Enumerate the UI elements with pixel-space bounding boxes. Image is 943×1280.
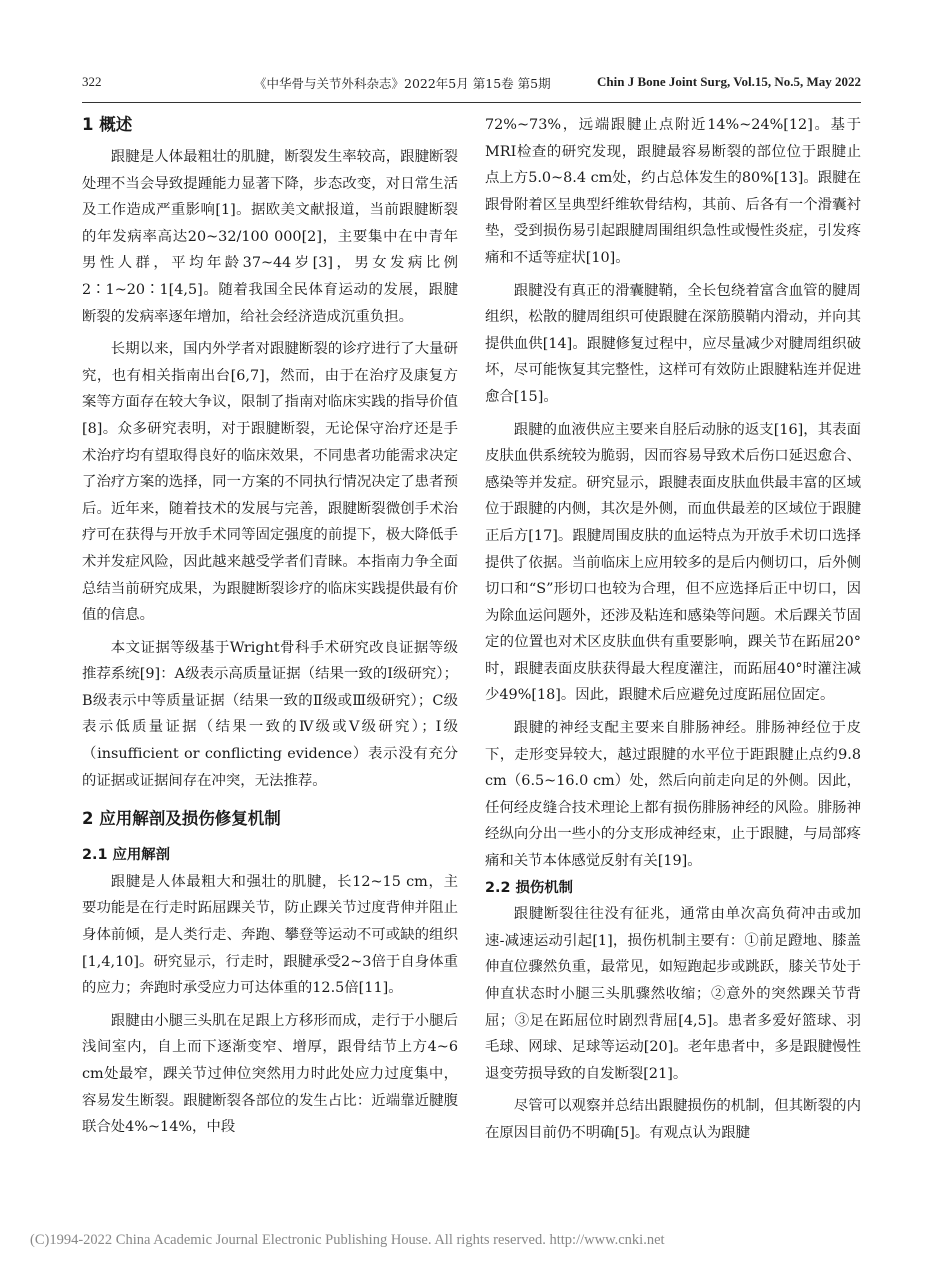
paragraph-anatomy-2: 跟腱由小腿三头肌在足跟上方移形而成，走行于小腿后浅间室内，自上而下逐渐变窄、增厚，跟骨结节上方4~6 cm处最窄，踝关节过伸位突然用力时此处应力过度集中，容易发生断裂。跟腱断裂各部位的发生占比：近端靠近腱腹联合处4%~14%，中段 (82, 1012, 458, 1136)
paragraph-blood-supply: 跟腱的血液供应主要来自胫后动脉的返支[16]，其表面皮肤血供系统较为脆弱，因而容易导致术后伤口延迟愈合、感染等并发症。研究显示，跟腱表面皮肤血供最丰富的区域位于跟腱的内侧，其次是外侧，而血供最差的区域位于跟腱正后方[17]。跟腱周围皮肤的血运特点为开放手术切口选择提供了依据。当前临床上应用较多的是后内侧切口，后外侧切口和“S”形切口也较为合理，但不应选择后正中切口，因为除血运问题外，还涉及粘连和感染等问题。术后踝关节固定的位置也对术区皮肤血供有重要影响，踝关节在跖屈20°时，跟腱表面皮肤获得最大程度灌注，而跖屈40°时灌注减少49%[18]。因此，跟腱术后应避免过度跖屈位固定。 (485, 421, 861, 704)
section-2-1-heading: 2.1 应用解剖 (82, 847, 171, 864)
section-2-heading: 2 应用解剖及损伤修复机制 (82, 809, 281, 829)
header-divider (82, 102, 861, 103)
left-column (82, 112, 458, 1141)
paragraph-evidence-levels: 本文证据等级基于Wright骨科手术研究改良证据等级推荐系统[9]：A级表示高质量证据（结果一致的Ⅰ级研究）；B级表示中等质量证据（结果一致的Ⅱ级或Ⅲ级研究）；C级表示低质量证据（结果一致的Ⅳ级或Ⅴ级研究）；I级（insufficient or conflicting evidence）表示没有充分的证据或证据间存在冲突，无法推荐。 (82, 639, 458, 789)
copyright-footer: (C)1994-2022 China Academic Journal Electronic Publishing House. All rights reserved. http://www.cnki.net (30, 1232, 665, 1248)
paragraph-mechanism-2: 尽管可以观察并总结出跟腱损伤的机制，但其断裂的内在原因目前仍不明确[5]。有观点认为跟腱 (485, 1098, 861, 1141)
paragraph-anatomy-2-continued: 72%~73%，远端跟腱止点附近14%~24%[12]。基于MRI检查的研究发现，跟腱最容易断裂的部位位于跟腱止点上方5.0~8.4 cm处，约占总体发生的80%[13]。跟腱在跟骨附着区呈典型纤维软骨结构，其前、后各有一个滑囊衬垫，受到损伤易引起跟腱周围组织急性或慢性炎症，引发疼痛和不适等症状[10]。 (485, 117, 861, 266)
paragraph-mechanism-1: 跟腱断裂往往没有征兆，通常由单次高负荷冲击或加速-减速运动引起[1]，损伤机制主要有：①前足蹬地、膝盖伸直位骤然负重，最常见，如短跑起步或跳跃，膝关节处于伸直状态时小腿三头肌骤然收缩；②意外的突然踝关节背屈；③足在跖屈位时剧烈背屈[4,5]。患者多爱好篮球、羽毛球、网球、足球等运动[20]。老年患者中，多是跟腱慢性退变劳损导致的自发断裂[21]。 (485, 906, 861, 1082)
section-2-2-heading: 2.2 损伤机制 (485, 879, 574, 896)
journal-title-cn: 《中华骨与关节外科杂志》2022年5月 第15卷 第5期 (254, 76, 551, 91)
running-header (82, 74, 861, 96)
page-number: 322 (82, 74, 102, 89)
journal-title-en: Chin J Bone Joint Surg, Vol.15, No.5, May 2022 (596, 74, 861, 89)
paragraph-paratenon: 跟腱没有真正的滑囊腱鞘，全长包绕着富含血管的腱周组织，松散的腱周组织可使跟腱在深筋膜鞘内滑动，并向其提供血供[14]。跟腱修复过程中，应尽量减少对腱周组织破坏，尽可能恢复其完整性，这样可有效防止跟腱粘连并促进愈合[15]。 (485, 282, 861, 405)
paragraph-overview-1: 跟腱是人体最粗壮的肌腱，断裂发生率较高，跟腱断裂处理不当会导致提踵能力显著下降，步态改变，对日常生活及工作造成严重影响[1]。据欧美文献报道，当前跟腱断裂的年发病率高达20~32/100 000[2]，主要集中在中青年男性人群，平均年龄37~44岁[3]，男女发病比例2∶1~20∶1[4,5]。随着我国全民体育运动的发展，跟腱断裂的发病率逐年增加，给社会经济造成沉重负担。 (82, 149, 458, 325)
paragraph-anatomy-1: 跟腱是人体最粗大和强壮的肌腱，长12~15 cm，主要功能是在行走时跖屈踝关节，防止踝关节过度背伸并阻止身体前倾，是人类行走、奔跑、攀登等运动不可或缺的组织[1,4,10]。研究显示，行走时，跟腱承受2~3倍于自身体重的应力；奔跑时承受应力可达体重的12.5倍[11]。 (82, 873, 458, 997)
paragraph-overview-2: 长期以来，国内外学者对跟腱断裂的诊疗进行了大量研究，也有相关指南出台[6,7]，然而，由于在治疗及康复方案等方面存在较大争议，限制了指南对临床实践的指导价值[8]。众多研究表明，对于跟腱断裂，无论保守治疗还是手术治疗均有望取得良好的临床效果，不同患者功能需求决定了治疗方案的选择，同一方案的不同执行情况决定了患者预后。近年来，随着技术的发展与完善，跟腱断裂微创手术治疗可在获得与开放手术同等固定强度的前提下，极大降低手术并发症风险，因此越来越受学者们青睐。本指南力争全面总结当前研究成果，为跟腱断裂诊疗的临床实践提供最有价值的信息。 (82, 341, 458, 624)
paragraph-nerve: 跟腱的神经支配主要来自腓肠神经。腓肠神经位于皮下，走形变异较大，越过跟腱的水平位于距跟腱止点约9.8 cm（6.5~16.0 cm）处，然后向前走向足的外侧。因此，任何经皮缝合技术理论上都有损伤腓肠神经的风险。腓肠神经纵向分出一些小的分支形成神经束，止于跟腱，与局部疼痛和关节本体感觉反射有关[19]。 (485, 720, 861, 870)
section-1-heading: 1 概述 (82, 115, 133, 134)
right-column (485, 112, 861, 1147)
